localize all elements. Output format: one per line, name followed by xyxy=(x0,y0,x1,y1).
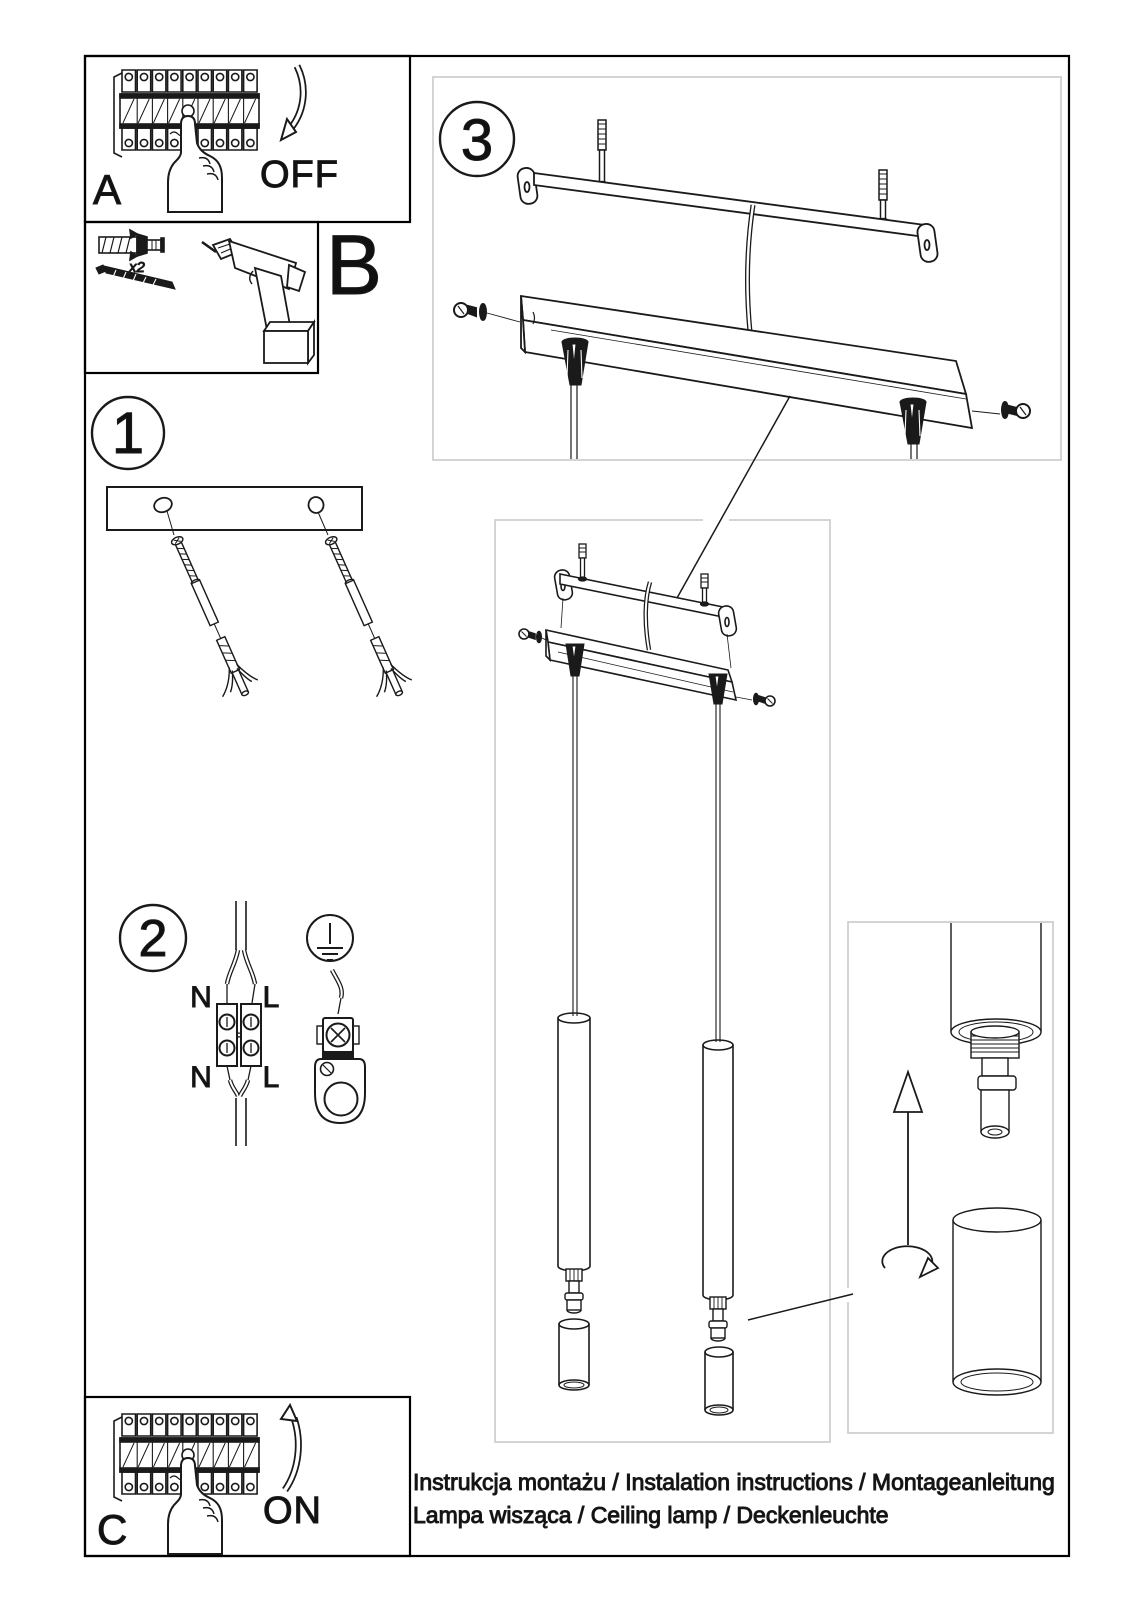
side-screw xyxy=(519,629,546,643)
frame-gap xyxy=(703,516,729,524)
panel-a xyxy=(85,56,410,222)
panel-a-frame xyxy=(85,56,410,222)
side-screw xyxy=(972,402,1030,418)
power-cable xyxy=(227,901,255,1003)
arrow-up-icon xyxy=(281,1405,298,1490)
step-3-number: 3 xyxy=(460,108,494,173)
shade-cylinder xyxy=(705,1347,733,1415)
rotation-arrow-icon xyxy=(882,1246,938,1277)
panel-c xyxy=(85,1397,410,1556)
ground-wire xyxy=(332,970,342,1014)
step-3 xyxy=(433,77,1061,460)
anchor-screw-icon xyxy=(156,531,262,704)
hanger-bolt xyxy=(579,544,587,581)
quantity-label: x2 xyxy=(129,259,145,276)
pendant-tube xyxy=(703,1040,733,1300)
suspension-cable xyxy=(911,444,917,459)
suspension-cable xyxy=(573,676,577,1016)
ground-clamp-icon xyxy=(315,1018,365,1123)
pointer-line xyxy=(748,1294,853,1320)
hanger-bolt xyxy=(878,170,888,224)
cable-grip xyxy=(566,644,584,676)
power-cable xyxy=(227,1066,251,1146)
ground-symbol-icon xyxy=(307,915,353,961)
leader-line xyxy=(318,512,328,535)
detail-shade xyxy=(953,1208,1041,1395)
off-label: OFF xyxy=(260,154,339,196)
hanger-bolt xyxy=(701,574,709,606)
detail-socket xyxy=(971,1026,1019,1138)
panel-b xyxy=(85,222,318,373)
mains-cable xyxy=(748,205,753,332)
arrow-down-icon xyxy=(281,66,303,140)
plate-hole xyxy=(152,496,173,515)
bulb-socket xyxy=(709,1297,727,1341)
on-label: ON xyxy=(263,1490,322,1532)
mounting-bracket xyxy=(517,167,939,263)
panel-b-label: B xyxy=(326,218,383,312)
wall-plug-icon xyxy=(99,230,164,260)
hanger-bolt xyxy=(597,120,607,187)
wire-label-n-bottom: N xyxy=(190,1061,212,1094)
cable-grip xyxy=(709,674,727,704)
terminal-block xyxy=(217,1004,261,1066)
step-1-number: 1 xyxy=(111,401,145,466)
panel-c-label: C xyxy=(97,1506,128,1553)
drill-icon xyxy=(202,239,314,363)
shade-cylinder xyxy=(559,1319,589,1390)
wire-label-n-top: N xyxy=(190,981,212,1014)
footer-line-1: Instrukcja montażu / Instalation instructions / Montageanleitung xyxy=(413,1469,1055,1495)
pendant-tube xyxy=(558,1013,590,1271)
suspension-cable xyxy=(716,704,720,1042)
footer-line-2: Lampa wisząca / Ceiling lamp / Deckenleuchte xyxy=(413,1502,889,1528)
step-2-number: 2 xyxy=(138,910,168,968)
wire-label-l-top: L xyxy=(262,981,280,1014)
anchor-screw-icon xyxy=(310,531,416,704)
panel-a-label: A xyxy=(93,166,122,213)
detail-view xyxy=(748,922,1053,1433)
arrow-up-icon xyxy=(894,1072,922,1245)
main-assembly xyxy=(495,396,830,1442)
suspension-cable xyxy=(571,385,577,459)
leader-line xyxy=(167,511,174,535)
bulb-socket xyxy=(565,1269,583,1313)
cable-grip xyxy=(562,338,588,385)
side-screw xyxy=(454,303,520,322)
wire-label-l-bottom: L xyxy=(262,1061,280,1094)
cable-grip xyxy=(900,398,926,444)
pointer-line xyxy=(677,396,790,598)
mains-cable xyxy=(646,582,650,650)
plate-hole xyxy=(307,496,325,514)
side-screw xyxy=(736,694,775,707)
